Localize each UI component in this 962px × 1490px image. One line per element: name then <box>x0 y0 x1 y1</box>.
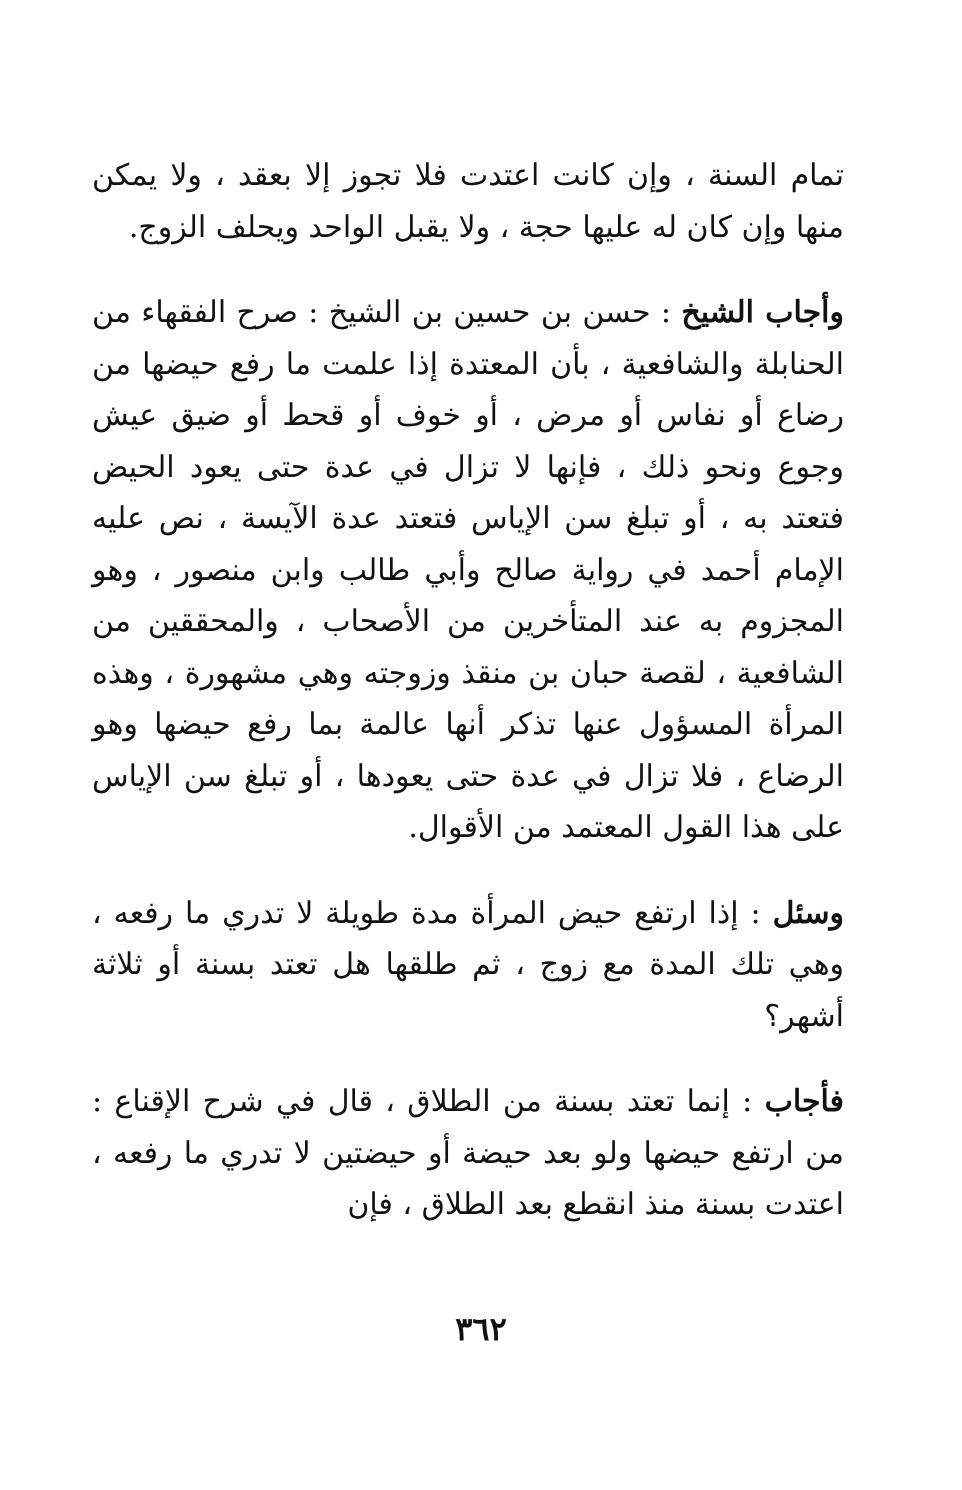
paragraph-2-lead: وأجاب الشيخ <box>681 295 844 330</box>
page-body <box>92 150 844 1265</box>
paragraph-2 <box>92 287 844 854</box>
paragraph-4-lead: فأجاب <box>764 1084 844 1119</box>
paragraph-4-text: : إنما تعتد بسنة من الطلاق ، قال في شرح الإقناع : من ارتفع حيضها ولو بعد حيضة أو حيضتين لا تدري ما رفعه ، اعتدت بسنة منذ انقطع بعد الطلاق ، فإن <box>92 1084 844 1222</box>
paragraph-3 <box>92 888 844 1043</box>
paragraph-2-text: : حسن بن حسين بن الشيخ : صرح الفقهاء من الحنابلة والشافعية ، بأن المعتدة إذا علمت ما رفع حيضها من رضاع أو نفاس أو مرض ، أو خوف أو قحط أو ضيق عيش وجوع ونحو ذلك ، فإنها لا تزال في عدة حتى يعود الحيض فتعتد به ، أو تبلغ سن الإياس فتعتد عدة الآيسة ، نص عليه الإمام أحمد في رواية صالح وأبي طالب وابن منصور ، وهو المجزوم به عند المتأخرين من الأصحاب ، والمحققين من الشافعية ، لقصة حبان بن منقذ وزوجته وهي مشهورة ، وهذه المرأة المسؤول عنها تذكر أنها عالمة بما رفع حيضها وهو الرضاع ، فلا تزال في عدة حتى يعودها ، أو تبلغ سن الإياس على هذا القول المعتمد من الأقوال. <box>92 295 844 845</box>
page-number: ٣٦٢ <box>455 1310 507 1348</box>
paragraph-1-text: تمام السنة ، وإن كانت اعتدت فلا تجوز إلا بعقد ، ولا يمكن منها وإن كان له عليها حجة ، ولا يقبل الواحد ويحلف الزوج. <box>92 158 844 245</box>
paragraph-3-text: : إذا ارتفع حيض المرأة مدة طويلة لا تدري ما رفعه ، وهي تلك المدة مع زوج ، ثم طلقها هل تعتد بسنة أو ثلاثة أشهر؟ <box>92 895 844 1034</box>
paragraph-1 <box>92 150 844 253</box>
paragraph-4 <box>92 1076 844 1231</box>
paragraph-3-lead: وسئل <box>772 895 844 931</box>
